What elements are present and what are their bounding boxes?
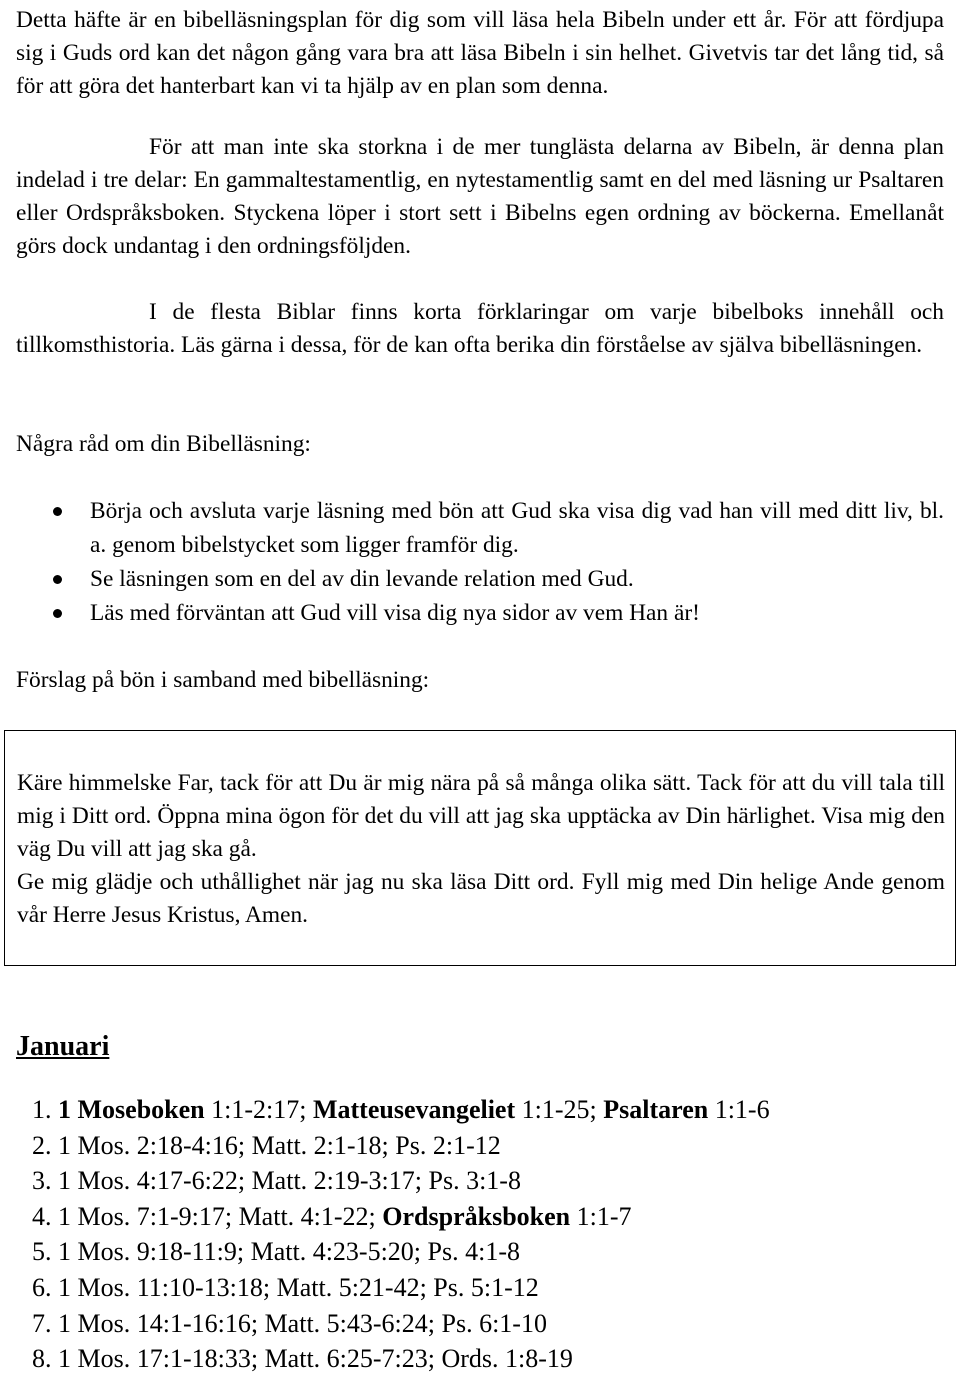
reading-ref: 1:1-6	[708, 1095, 770, 1124]
prayer-line-2: Ge mig glädje och uthållighet när jag nu ska läsa Ditt ord. Fyll mig med Din helige Ande genom vår Herre Jesus Kristus, Amen.	[17, 869, 945, 928]
reading-list	[32, 1092, 770, 1377]
prayer-line-1: Käre himmelske Far, tack för att Du är mig nära på så många olika sätt. Tack för att du vill tala till mig i Ditt ord. Öppna mina ögon för det du vill att jag ska upptäcka av Din härlighet. Visa mig den väg Du vill att jag ska gå.	[17, 770, 945, 862]
book-name: Matteusevangeliet	[312, 1095, 516, 1124]
bullet-icon	[53, 507, 62, 516]
advice-item	[0, 562, 944, 596]
reading-text: 1 Mos. 7:1-9:17; Matt. 4:1-22;	[58, 1201, 383, 1231]
advice-item	[0, 596, 944, 630]
reading-ref: 1:1-7	[570, 1201, 632, 1231]
month-heading: Januari	[16, 1031, 110, 1062]
reading-number: 8.	[32, 1344, 52, 1374]
advice-list	[0, 494, 944, 630]
reading-item	[32, 1128, 770, 1164]
advice-item-text: Läs med förväntan att Gud vill visa dig nya sidor av vem Han är!	[90, 600, 700, 626]
reading-number: 4.	[32, 1201, 52, 1231]
reading-item	[32, 1234, 770, 1270]
intro-paragraph-3: I de flesta Biblar finns korta förklaringar om varje bibelboks innehåll och tillkomsthistoria. Läs gärna i dessa, för de kan ofta berika din förståelse av själva bibelläsningen.	[16, 299, 944, 358]
intro-paragraph-1: Detta häfte är en bibelläsningsplan för dig som vill läsa hela Bibeln under ett år. För att fördjupa sig i Guds ord kan det någon gång vara bra att läsa Bibeln i sin helhet. Givetvis tar det lång tid, så för att göra det hanterbart kan vi ta hjälp av en plan som denna.	[16, 7, 944, 99]
reading-text: 1 Mos. 4:17-6:22; Matt. 2:19-3:17; Ps. 3:1-8	[58, 1166, 521, 1196]
reading-item	[32, 1199, 770, 1235]
reading-number: 1.	[32, 1095, 52, 1124]
reading-item	[32, 1163, 770, 1199]
reading-number: 6.	[32, 1272, 52, 1302]
prayer-box	[4, 730, 956, 966]
reading-item	[32, 1270, 770, 1306]
reading-number: 2.	[32, 1130, 52, 1160]
reading-item	[32, 1092, 770, 1128]
bullet-icon	[53, 609, 62, 618]
reading-text: 1 Mos. 17:1-18:33; Matt. 6:25-7:23; Ords. 1:8-19	[58, 1344, 573, 1374]
book-name: Psaltaren	[603, 1095, 709, 1124]
bullet-icon	[53, 575, 62, 584]
advice-item-text: Se läsningen som en del av din levande relation med Gud.	[90, 566, 634, 592]
prayer-heading: Förslag på bön i samband med bibelläsning:	[16, 667, 430, 693]
intro-paragraph-2: För att man inte ska storkna i de mer tunglästa delarna av Bibeln, är denna plan indelad i tre delar: En gammaltestamentlig, en nytestamentlig samt en del med läsning ur Psaltaren eller Ordspråksboken. Styckena löper i stort sett i Bibelns egen ordning av böckerna. Emellanåt görs dock undantag i den ordningsföljden.	[16, 134, 944, 259]
reading-text: 1 Mos. 14:1-16:16; Matt. 5:43-6:24; Ps. 6:1-10	[58, 1308, 547, 1338]
book-name: 1 Moseboken	[58, 1095, 205, 1124]
prayer-text	[17, 767, 945, 932]
reading-number: 5.	[32, 1237, 52, 1267]
reading-ref: 1:1-2:17;	[204, 1095, 313, 1124]
advice-item-text: Börja och avsluta varje läsning med bön att Gud ska visa dig vad han vill med ditt liv, bl. a. genom bibelstycket som ligger framför dig.	[90, 498, 944, 558]
advice-item	[0, 494, 944, 562]
reading-number: 3.	[32, 1166, 52, 1196]
reading-number: 7.	[32, 1308, 52, 1338]
advice-heading: Några råd om din Bibelläsning:	[16, 431, 311, 457]
reading-text: 1 Mos. 9:18-11:9; Matt. 4:23-5:20; Ps. 4:1-8	[58, 1237, 520, 1267]
reading-text: 1 Mos. 2:18-4:16; Matt. 2:1-18; Ps. 2:1-12	[58, 1130, 501, 1160]
reading-item	[32, 1306, 770, 1342]
reading-item	[32, 1341, 770, 1377]
reading-text: 1 Mos. 11:10-13:18; Matt. 5:21-42; Ps. 5:1-12	[58, 1272, 539, 1302]
book-name: Ordspråksboken	[382, 1201, 571, 1231]
reading-ref: 1:1-25;	[515, 1095, 604, 1124]
